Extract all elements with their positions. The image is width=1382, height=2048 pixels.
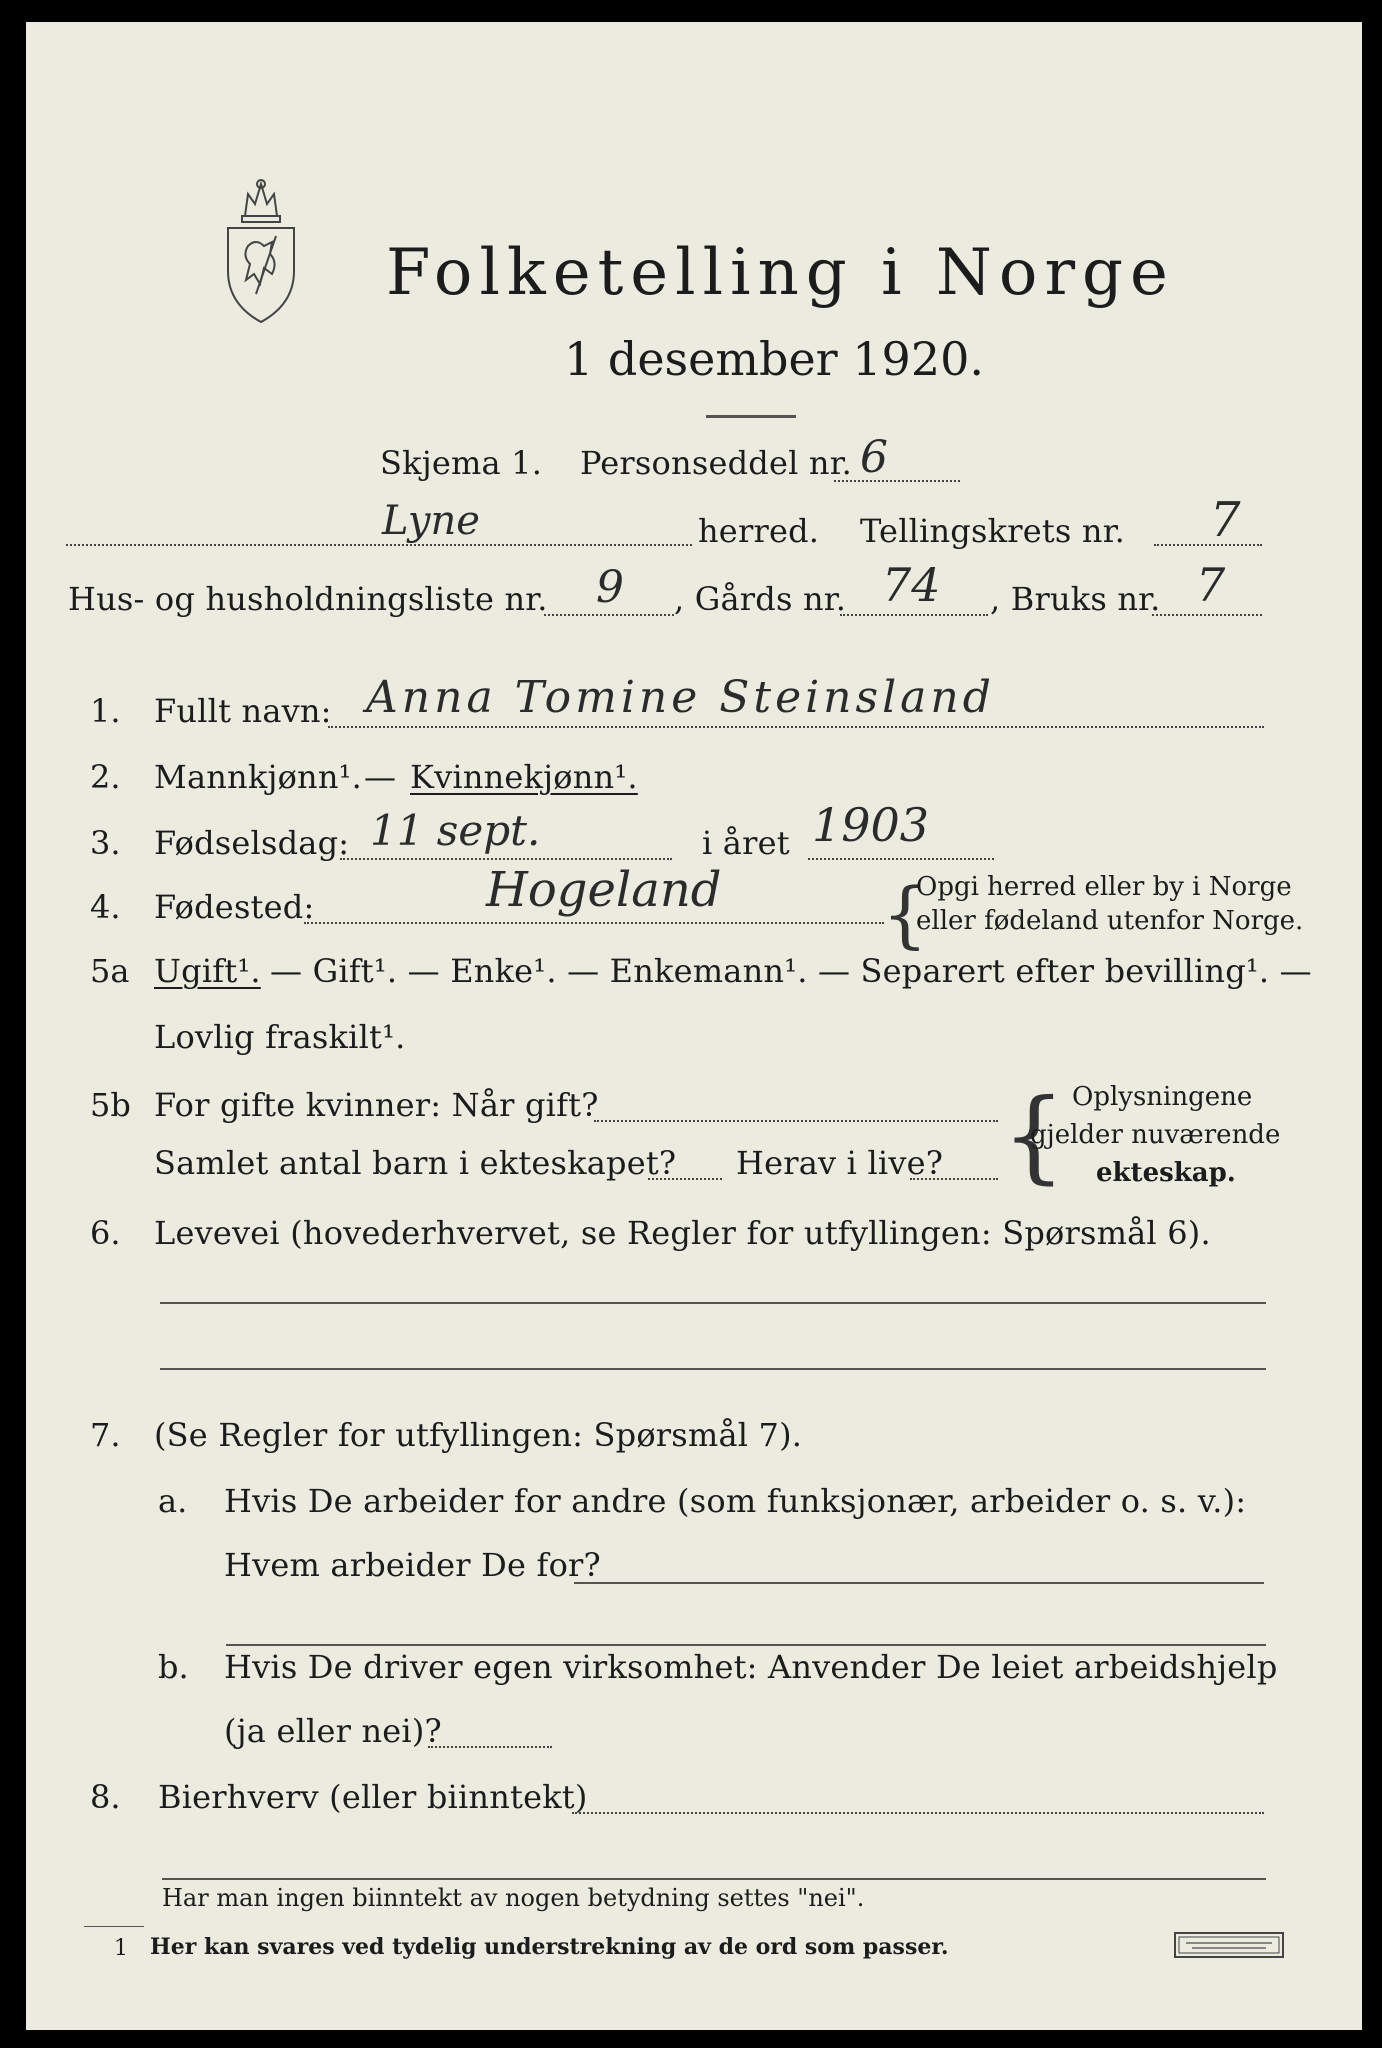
norwegian-coat-of-arms-icon: [220, 176, 302, 330]
q5b-line1: For gifte kvinner: Når gift?: [154, 1086, 599, 1124]
q3-number: 3.: [90, 824, 121, 862]
q1-value: Anna Tomine Steinsland: [366, 672, 995, 723]
q2-dash: —: [364, 758, 397, 796]
herred-line: [66, 544, 692, 546]
q1-number: 1.: [90, 692, 121, 730]
q6-answer-line1: [160, 1302, 1266, 1304]
q5b-note-line3: ekteskap.: [1096, 1158, 1236, 1188]
q5b-line1-dots: [594, 1120, 998, 1122]
q2-female: Kvinnekjønn¹.: [410, 758, 638, 796]
q4-number: 4.: [90, 888, 121, 926]
q6-label: Levevei (hovederhvervet, se Regler for utfyllingen: Spørsmål 6).: [154, 1214, 1211, 1252]
census-date: 1 desember 1920.: [564, 332, 984, 386]
q7-number: 7.: [90, 1416, 121, 1454]
q5b-note-brace: {: [1002, 1077, 1066, 1194]
q1-line: [328, 726, 1264, 728]
gards-line: [840, 614, 988, 616]
biinntekt-remark: Har man ingen biinntekt av nogen betydning settes "nei".: [162, 1884, 865, 1912]
q4-value: Hogeland: [486, 862, 722, 918]
q7a-line1: Hvis De arbeider for andre (som funksjonær, arbeider o. s. v.):: [224, 1482, 1247, 1520]
q5a-ugift: Ugift¹.: [154, 952, 261, 990]
footnote-text: Her kan svares ved tydelig understrekning av de ord som passer.: [150, 1934, 949, 1960]
tellingskrets-line: [1154, 544, 1262, 546]
herred-value: Lyne: [382, 498, 480, 544]
q5b-number: 5b: [90, 1086, 131, 1124]
tellingskrets-label: Tellingskrets nr.: [860, 512, 1126, 550]
q8-answer-line2: [162, 1878, 1266, 1880]
q5a-options: — Gift¹. — Enke¹. — Enkemann¹. — Separert efter bevilling¹. —: [270, 952, 1312, 990]
q3-value: 11 sept.: [370, 806, 541, 855]
q4-note-line1: Opgi herred eller by i Norge: [916, 872, 1292, 902]
q5b-line2b: Herav i live?: [736, 1144, 944, 1182]
q4-line: [304, 922, 884, 924]
q7a-answer-line1: [574, 1582, 1264, 1584]
q3-year-line: [808, 858, 994, 860]
q7b-line2: (ja eller nei)?: [224, 1712, 442, 1750]
q4-note-brace: {: [882, 872, 928, 956]
q6-number: 6.: [90, 1214, 121, 1252]
q7a-answer-line2: [226, 1644, 1266, 1646]
q6-answer-line2: [160, 1368, 1266, 1370]
footnote-marker: 1: [114, 1936, 128, 1961]
husholdningsliste-label: Hus- og husholdningsliste nr.: [68, 580, 548, 618]
footnote-rule: [84, 1926, 144, 1927]
husholdningsliste-value: 9: [596, 562, 624, 613]
title-divider: [706, 415, 796, 418]
bruks-line: [1152, 614, 1262, 616]
q4-note-line2: eller fødeland utenfor Norge.: [916, 906, 1304, 936]
bruks-value: 7: [1196, 558, 1226, 612]
q8-number: 8.: [90, 1778, 121, 1816]
q5b-note-line2: gjelder nuværende: [1030, 1120, 1281, 1150]
gards-value: 74: [882, 558, 941, 612]
personseddel-value: 6: [860, 432, 888, 483]
q7-label: (Se Regler for utfyllingen: Spørsmål 7).: [154, 1416, 803, 1454]
q5a-line2: Lovlig fraskilt¹.: [154, 1018, 406, 1056]
bruks-label: , Bruks nr.: [990, 580, 1161, 618]
form-title: Folketelling i Norge: [386, 236, 1175, 310]
q4-label: Fødested:: [154, 888, 315, 926]
personseddel-label: Personseddel nr.: [580, 444, 853, 482]
q8-answer-line: [572, 1812, 1264, 1814]
q7b-letter: b.: [158, 1648, 189, 1686]
tellingskrets-value: 7: [1210, 492, 1241, 548]
printer-stamp-icon: [1174, 1932, 1284, 1962]
q7a-letter: a.: [158, 1482, 188, 1520]
personseddel-line: [834, 480, 960, 482]
q2-number: 2.: [90, 758, 121, 796]
q7b-answer-line: [428, 1746, 552, 1748]
q5b-line2a-dots: [648, 1178, 722, 1180]
q5b-note-line1: Oplysningene: [1072, 1082, 1253, 1112]
q3-line: [340, 858, 672, 860]
herred-label: herred.: [698, 512, 820, 550]
q3-year-label: i året: [702, 824, 790, 862]
q3-year-value: 1903: [812, 798, 930, 852]
q7a-line2: Hvem arbeider De for?: [224, 1546, 601, 1584]
q5b-line2a: Samlet antal barn i ekteskapet?: [154, 1144, 677, 1182]
q7b-line1: Hvis De driver egen virksomhet: Anvender De leiet arbeidshjelp: [224, 1648, 1278, 1686]
q5b-line2b-dots: [910, 1178, 998, 1180]
husholdningsliste-line: [544, 614, 674, 616]
schema-label: Skjema 1.: [380, 444, 543, 482]
q8-label: Bierhverv (eller biinntekt): [158, 1778, 588, 1816]
gards-label: , Gårds nr.: [674, 580, 847, 618]
q2-male: Mannkjønn¹.: [154, 758, 363, 796]
census-form-sheet: [26, 22, 1362, 2030]
q5a-number: 5a: [90, 952, 130, 990]
q3-label: Fødselsdag:: [154, 824, 350, 862]
q1-label: Fullt navn:: [154, 692, 332, 730]
